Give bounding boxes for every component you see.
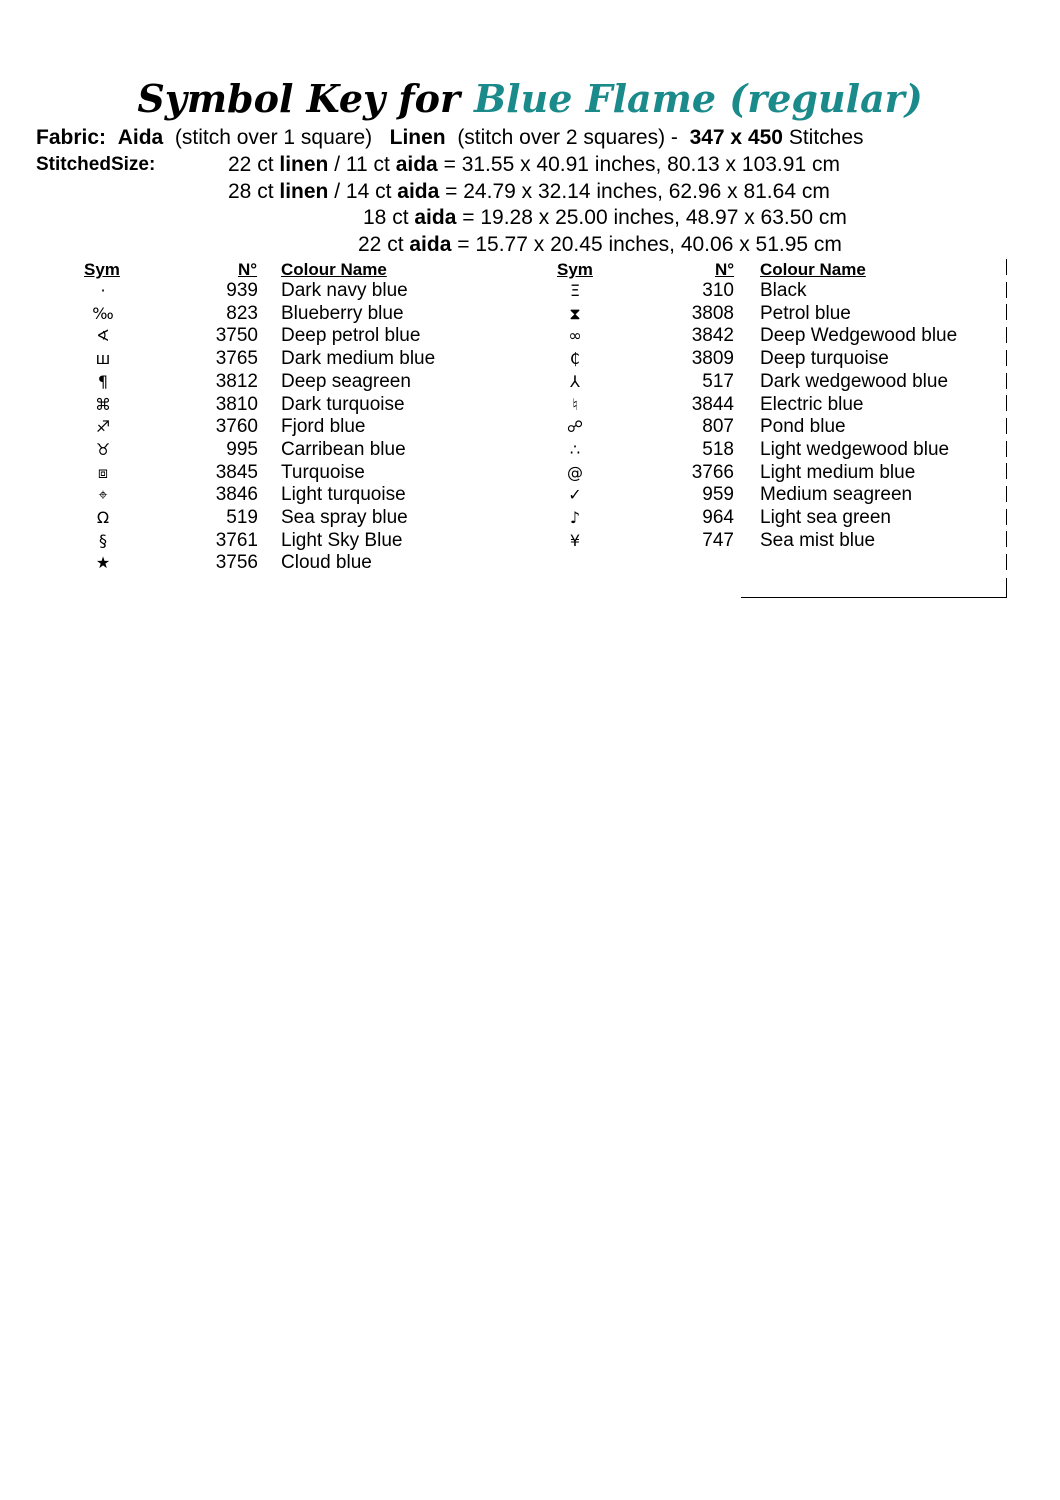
colour-number: 519	[226, 507, 258, 528]
size-fabric: aida	[409, 233, 452, 256]
colour-number: 3761	[215, 529, 258, 551]
size-line-4	[358, 233, 842, 257]
fabric-line	[36, 126, 864, 150]
header-num-right: N°	[715, 260, 735, 279]
colour-number: 3766	[691, 461, 734, 483]
hourglass-symbol-icon: ⧗	[569, 303, 581, 323]
yen-symbol-icon: ¥	[569, 530, 581, 550]
colour-name: Dark turquoise	[281, 393, 405, 415]
size-ct: 22 ct	[228, 153, 274, 176]
colour-name: Light medium blue	[760, 461, 916, 483]
colour-name: Black	[760, 280, 807, 301]
table-right-rule	[1006, 578, 1007, 598]
colour-name: Deep seagreen	[281, 370, 411, 392]
stitched-size-label: StitchedSize:	[36, 154, 156, 175]
size-fabric-alt: aida	[395, 153, 438, 176]
colour-number: 939	[226, 280, 258, 301]
colour-name: Electric blue	[760, 393, 864, 415]
note-symbol-icon: ♪	[569, 508, 581, 527]
size-line-3	[363, 206, 847, 230]
fabric-linen-note: (stitch over 2 squares) -	[457, 126, 678, 149]
border-tick	[1006, 463, 1007, 479]
fabric-label: Fabric:	[36, 126, 107, 149]
colour-number: 3765	[215, 348, 258, 370]
colour-name: Sea spray blue	[281, 507, 408, 528]
border-tick	[1006, 282, 1007, 298]
header-num-left: N°	[238, 260, 258, 279]
check-symbol-icon: ✓	[568, 485, 582, 505]
border-tick	[1006, 327, 1007, 343]
stitches-word: Stitches	[788, 126, 864, 149]
colour-name: Cloud blue	[281, 552, 372, 574]
at-symbol-icon: @	[567, 462, 583, 482]
omega-symbol-icon: Ω	[96, 508, 110, 527]
colour-number: 3845	[215, 461, 258, 483]
colour-number: 3842	[691, 325, 734, 347]
size-ct: 18 ct	[363, 206, 409, 229]
natural-symbol-icon: ♮	[572, 394, 578, 414]
angle-symbol-icon: ∢	[96, 326, 110, 346]
header-name-right: Colour Name	[760, 260, 866, 279]
stitch-dimensions: 347 x 450	[689, 126, 783, 149]
size-ct-alt: / 14 ct	[334, 180, 392, 203]
command-symbol-icon: ⌘	[95, 394, 111, 414]
colour-number: 518	[702, 438, 734, 460]
size-ct: 22 ct	[358, 233, 404, 256]
colour-name: Light Sky Blue	[281, 529, 403, 551]
turned-y-symbol-icon: ⅄	[570, 371, 580, 391]
colour-name: Deep Wedgewood blue	[760, 325, 958, 347]
colour-name: Light wedgewood blue	[760, 438, 950, 460]
fabric-linen: Linen	[389, 126, 446, 149]
fabric-aida: Aida	[117, 126, 164, 149]
colour-name: Sea mist blue	[760, 529, 876, 551]
colour-number: 3760	[215, 416, 258, 438]
colour-name: Blueberry blue	[281, 302, 404, 324]
header-sym-left: Sym	[84, 260, 120, 279]
colour-number: 310	[702, 280, 734, 301]
fabric-aida-note: (stitch over 1 square)	[174, 126, 373, 149]
colour-name: Petrol blue	[760, 302, 851, 324]
border-tick	[1006, 418, 1007, 434]
colour-number: 964	[702, 507, 734, 528]
dot-symbol-icon: ·	[100, 281, 106, 300]
colour-number: 3846	[215, 484, 258, 506]
border-tick	[1006, 350, 1007, 366]
size-dims: = 31.55 x 40.91 inches, 80.13 x 103.91 cm	[443, 153, 840, 176]
border-tick	[1006, 531, 1007, 547]
size-fabric: linen	[279, 153, 329, 176]
colour-name: Fjord blue	[281, 416, 366, 438]
border-tick	[1006, 373, 1007, 389]
pattern-name: Blue Flame (regular)	[474, 76, 923, 121]
size-ct: 28 ct	[228, 180, 274, 203]
border-tick	[1006, 554, 1007, 570]
size-fabric-alt: aida	[397, 180, 440, 203]
border-tick	[1006, 509, 1007, 525]
colour-name: Medium seagreen	[760, 484, 913, 506]
header-name-left: Colour Name	[281, 260, 387, 279]
colour-name: Light sea green	[760, 507, 891, 528]
size-fabric: linen	[279, 180, 329, 203]
crosshair-symbol-icon: ⌖	[98, 485, 108, 505]
colour-number: 3756	[215, 552, 258, 574]
page-title	[0, 76, 1060, 121]
colour-number: 3812	[215, 370, 258, 392]
pilcrow-symbol-icon: ¶	[97, 371, 109, 391]
header-sym-right: Sym	[557, 260, 593, 279]
title-prefix: Symbol Key for	[137, 76, 461, 121]
colour-name: Pond blue	[760, 416, 846, 438]
colour-number: 3750	[215, 325, 258, 347]
star-symbol-icon: ★	[95, 553, 111, 573]
colour-number: 3809	[691, 348, 734, 370]
section-symbol-icon: §	[99, 530, 107, 550]
colour-number: 3844	[691, 393, 734, 415]
size-fabric: aida	[414, 206, 457, 229]
colour-number: 823	[226, 302, 258, 324]
xi-symbol-icon: Ξ	[569, 281, 581, 300]
border-tick	[1006, 304, 1007, 320]
cedi-symbol-icon: ₵	[569, 349, 581, 369]
colour-number: 747	[702, 529, 734, 551]
colour-number: 995	[226, 438, 258, 460]
sagittarius-symbol-icon: ♐	[95, 417, 111, 437]
colour-name: Turquoise	[281, 461, 365, 483]
therefore-symbol-icon: ∴	[569, 439, 581, 459]
colour-name: Dark medium blue	[281, 348, 436, 370]
border-tick	[1006, 486, 1007, 502]
colour-name: Deep petrol blue	[281, 325, 421, 347]
border-tick	[1006, 259, 1007, 275]
colour-name: Dark wedgewood blue	[760, 370, 949, 392]
size-dims: = 15.77 x 20.45 inches, 40.06 x 51.95 cm	[457, 233, 842, 256]
table-bottom-rule	[741, 597, 1007, 598]
per-mille-symbol-icon: ‰	[92, 303, 114, 323]
colour-number: 3808	[691, 302, 734, 324]
taurus-symbol-icon: ♉	[95, 439, 111, 459]
colour-number: 3810	[215, 393, 258, 415]
border-tick	[1006, 441, 1007, 457]
opposition-symbol-icon: ☍	[566, 417, 584, 437]
sha-symbol-icon: ш	[95, 349, 111, 369]
size-dims: = 24.79 x 32.14 inches, 62.96 x 81.64 cm	[445, 180, 830, 203]
colour-number: 517	[702, 370, 734, 392]
size-dims: = 19.28 x 25.00 inches, 48.97 x 63.50 cm	[462, 206, 847, 229]
size-ct-alt: / 11 ct	[334, 153, 390, 176]
size-line-1	[228, 153, 840, 177]
colour-name: Deep turquoise	[760, 348, 889, 370]
colour-name: Carribean blue	[281, 438, 406, 460]
colour-name: Light turquoise	[281, 484, 406, 506]
border-tick	[1006, 395, 1007, 411]
colour-number: 959	[702, 484, 734, 506]
colour-name: Dark navy blue	[281, 280, 408, 301]
colour-number: 807	[702, 416, 734, 438]
boxed-star-symbol-icon: ⧈	[97, 462, 109, 482]
size-line-2	[228, 180, 830, 204]
infinity-symbol-icon: ∞	[568, 326, 582, 346]
